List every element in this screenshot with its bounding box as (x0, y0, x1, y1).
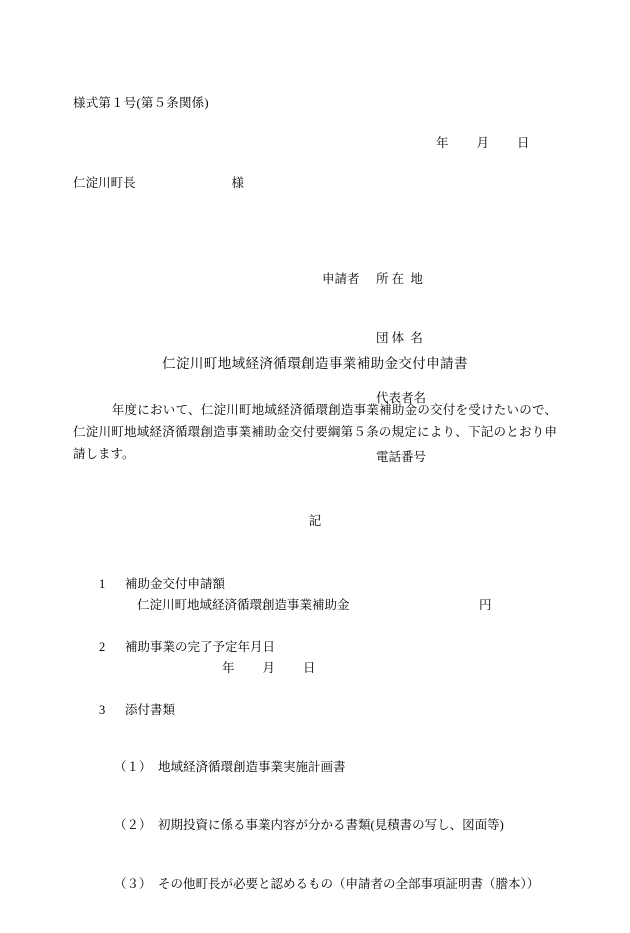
item-2-number: 2 (99, 640, 106, 654)
item-3-text-2: 初期投資に係る事業内容が分かる書類(見積書の写し、図面等) (158, 818, 504, 832)
item-3-number: 3 (99, 703, 106, 717)
addressee-name: 仁淀川町長 (73, 176, 136, 190)
date-line (436, 134, 530, 153)
list-item (114, 816, 539, 837)
item-2-label: 補助事業の完了予定年月日 (125, 640, 276, 654)
list-item (114, 758, 539, 779)
item-3-marker-3: （３） (114, 876, 152, 891)
date-day: 日 (517, 136, 530, 150)
item-2-date (222, 659, 316, 678)
item-3-list (114, 720, 539, 933)
addressee-honorific: 様 (231, 176, 245, 190)
item-1-unit: 円 (479, 598, 492, 612)
applicant-field-phone: 電話番号 (376, 450, 427, 464)
item-1-sublabel: 仁淀川町地域経済循環創造事業補助金 (137, 598, 350, 612)
page-title: 仁淀川町地域経済循環創造事業補助金交付申請書 (162, 356, 468, 371)
applicant-heading: 申請者 (322, 271, 360, 286)
applicant-field-organization: 団 体 名 (376, 331, 423, 345)
item-2-title (99, 638, 275, 657)
item-3-label: 添付書類 (125, 703, 176, 717)
applicant-row-2 (322, 329, 426, 351)
item-3-title (99, 701, 175, 720)
form-number: 様式第１号(第５条関係) (73, 96, 209, 110)
item-1-title (99, 575, 225, 594)
item-2-date-month: 月 (262, 661, 276, 675)
body-paragraph: 年度において、仁淀川町地域経済循環創造事業補助金の交付を受けたいので、仁淀川町地域経済循環創造事業補助金交付要綱第５条の規定により、下記のとおり申請します。 (73, 403, 557, 461)
item-3-text-3: その他町長が必要と認めるもの（申請者の全部事項証明書（謄本）） (158, 876, 540, 891)
ki-mark: 記 (308, 514, 322, 528)
list-item (114, 875, 539, 896)
item-3-marker-2: （２） (114, 818, 152, 832)
date-year: 年 (436, 136, 449, 150)
item-3-marker-1: （１） (114, 759, 152, 774)
item-3-text-1: 地域経済循環創造事業実施計画書 (158, 759, 346, 774)
item-2-date-year: 年 (222, 661, 235, 675)
item-1-label: 補助金交付申請額 (125, 577, 226, 591)
applicant-field-address: 所 在 地 (376, 271, 423, 286)
item-2-date-day: 日 (303, 661, 316, 675)
item-1-number: 1 (99, 577, 106, 591)
applicant-row-1 (322, 270, 426, 292)
addressee (73, 174, 244, 193)
applicant-field-representative: 代表者名 (376, 390, 427, 405)
date-month: 月 (476, 136, 490, 150)
